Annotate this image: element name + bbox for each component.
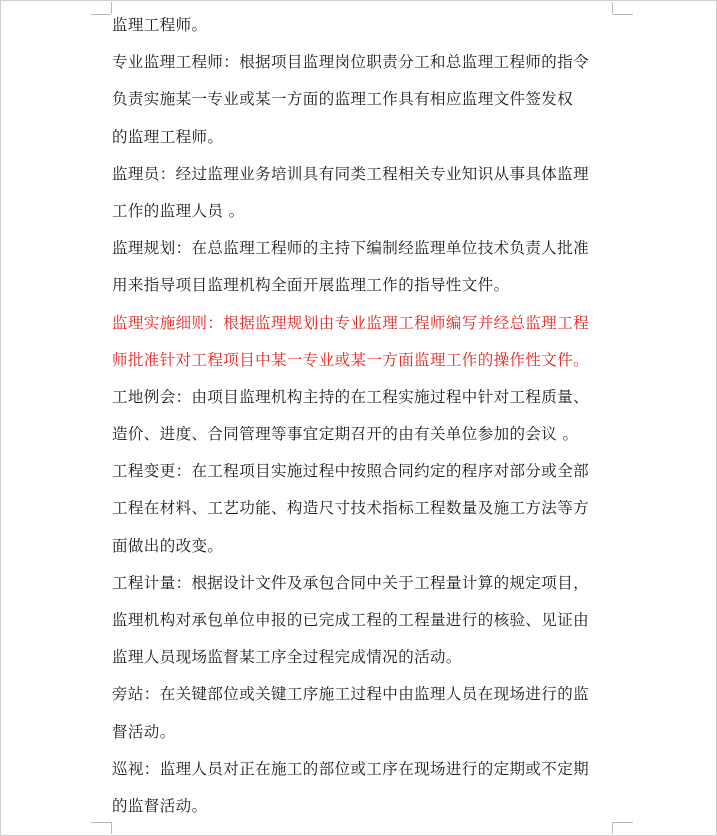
- highlighted-text-line: 师批准针对工程项目中某一专业或某一方面监理工作的操作性文件。: [112, 350, 590, 369]
- text-line: 工地例会：由项目监理机构主持的在工程实施过程中针对工程质量、: [112, 387, 590, 406]
- crop-mark-bottom-right-h: [613, 822, 633, 823]
- text-line: 巡视：监理人员对正在施工的部位或工序在现场进行的定期或不定期: [112, 759, 590, 778]
- crop-mark-top-right-h: [613, 14, 633, 15]
- text-line: 造价、进度、合同管理等事宜定期召开的由有关单位参加的会议 。: [112, 425, 579, 444]
- text-line: 面做出的改变。: [112, 536, 224, 555]
- text-line: 督活动。: [112, 722, 176, 741]
- text-line: 的监理工程师。: [112, 127, 224, 146]
- text-line: 工程计量：根据设计文件及承包合同中关于工程量计算的规定项目，: [112, 573, 590, 592]
- text-line: 监理机构对承包单位申报的已完成工程的工程量进行的核验、见证由: [112, 611, 590, 629]
- text-line: 监理工程师。: [112, 16, 208, 34]
- text-line: 用来指导项目监理机构全面开展监理工作的指导性文件。: [112, 276, 510, 295]
- crop-mark-top-right-v: [612, 2, 613, 14]
- crop-mark-top-left-h: [91, 14, 111, 15]
- text-line: 的监督活动。: [112, 796, 208, 815]
- text-line: 监理员：经过监理业务培训具有同类工程相关专业知识从事具体监理: [112, 164, 590, 183]
- text-line: 监理人员现场监督某工序全过程完成情况的活动。: [112, 648, 462, 667]
- text-line: 工程在材料、工艺功能、构造尺寸技术指标工程数量及施工方法等方: [112, 499, 590, 518]
- highlighted-text-line: 监理实施细则：根据监理规划由专业监理工程师编写并经总监理工程: [112, 313, 590, 332]
- crop-mark-bottom-left-h: [91, 822, 111, 823]
- text-line: 专业监理工程师：根据项目监理岗位职责分工和总监理工程师的指令: [112, 53, 590, 72]
- text-line: 工作的监理人员 。: [112, 201, 245, 220]
- crop-mark-bottom-right-v: [612, 822, 613, 834]
- text-line: 旁站：在关键部位或关键工序施工过程中由监理人员在现场进行的监: [112, 685, 590, 704]
- text-line: 监理规划：在总监理工程师的主持下编制经监理单位技术负责人批准: [112, 239, 590, 258]
- text-line: 负责实施某一专业或某一方面的监理工作具有相应监理文件签发权: [112, 90, 574, 109]
- text-line: 工程变更：在工程项目实施过程中按照合同约定的程序对部分或全部: [112, 462, 590, 481]
- document-body: [112, 7, 612, 825]
